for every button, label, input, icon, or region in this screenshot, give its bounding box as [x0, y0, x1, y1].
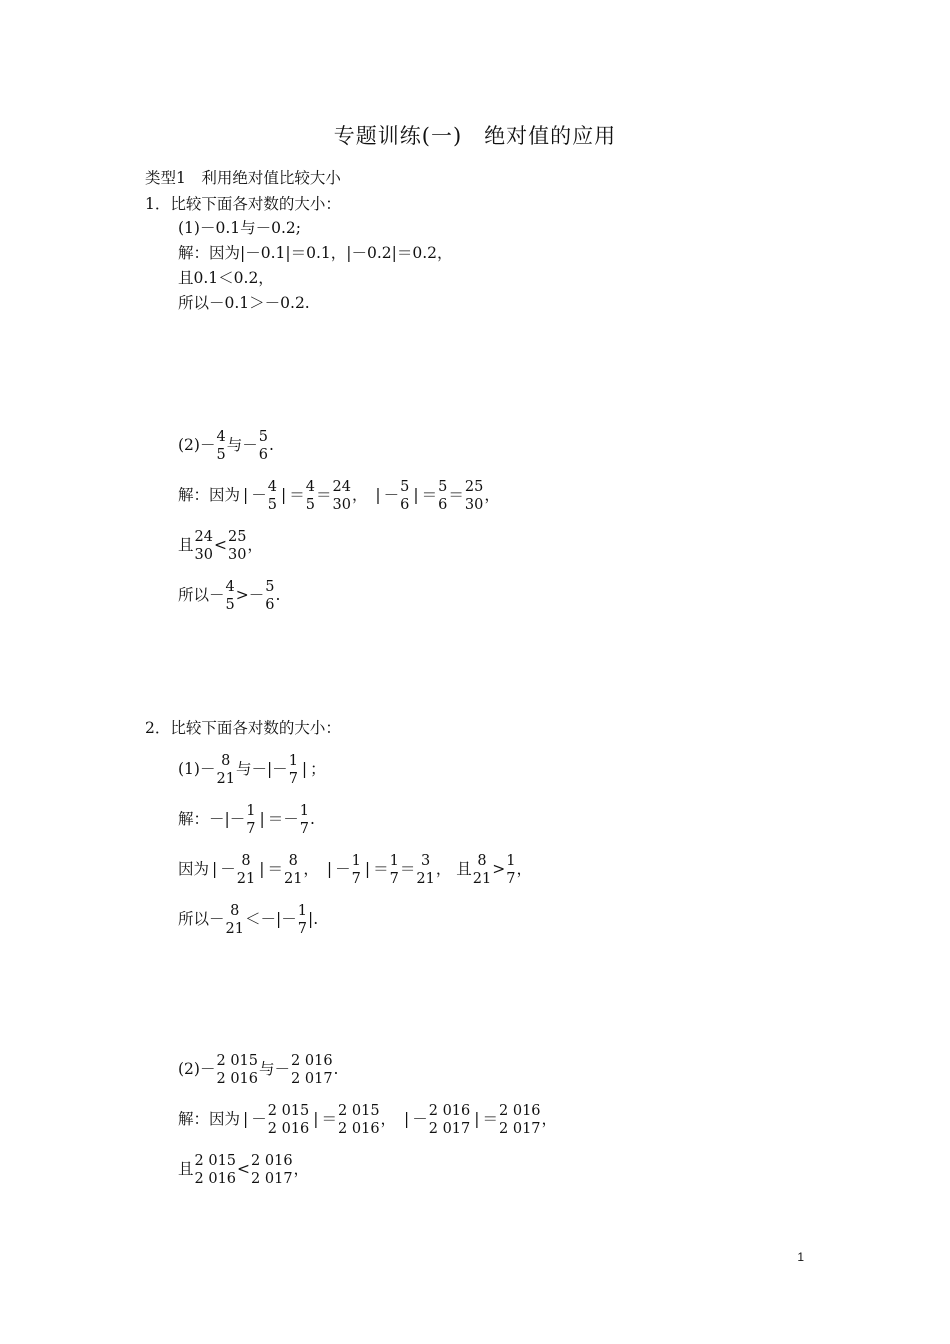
page-title: 专题训练(一) 绝对值的应用: [333, 124, 617, 148]
page-number: 1: [797, 1250, 804, 1264]
q2-part1-question: (1)－ 8 21 与－|－ 1 7 | ；: [178, 753, 326, 787]
q1-part1-solution-line2: 且0.1＜0.2，: [178, 269, 274, 287]
q1-part2-solution-line1: 解：因为 | － 4 5 | ＝ 4 5 ＝ 24 30 ， | － 5 6 | ＝ 5 6 ＝ 25 30 ，: [178, 479, 500, 513]
question-1-stem: 1．比较下面各对数的大小：: [145, 195, 341, 213]
q1-part1-question: (1)－0.1与－0.2;: [178, 219, 301, 237]
fraction: 5 6: [258, 429, 268, 463]
q2-part1-solution-line1: 解：－|－ 1 7 | ＝－ 1 7 .: [178, 803, 315, 837]
fraction: 4 5: [216, 429, 226, 463]
q2-part2-solution-line2: 且 2 015 2 016 < 2 016 2 017 ，: [178, 1153, 310, 1187]
q1-part2-question: (2)－ 4 5 与－ 5 6 .: [178, 429, 274, 463]
question-2-stem: 2．比较下面各对数的大小：: [145, 719, 341, 737]
q2-part1-solution-line3: 所以－ 8 21 ＜－|－ 1 7 |.: [178, 903, 319, 937]
section-heading: 类型1 利用绝对值比较大小: [145, 169, 341, 187]
q1-part1-solution-line1: 解：因为|－0.1|＝0.1，|－0.2|＝0.2，: [178, 244, 453, 262]
q2-part2-solution-line1: 解：因为 | － 2 015 2 016 | ＝ 2 015 2 016 ， | － 2 016 2 017 | ＝ 2 016 2 017 ，: [178, 1103, 558, 1137]
q1-part2-solution-line2: 且 24 30 < 25 30 ，: [178, 529, 263, 563]
q1-part2-solution-line3: 所以－ 4 5 >－ 5 6 .: [178, 579, 281, 613]
q2-part2-question: (2)－ 2 015 2 016 与－ 2 016 2 017 .: [178, 1053, 339, 1087]
q2-part1-solution-line2: 因为 | － 8 21 | ＝ 8 21 ， | － 1 7 | ＝ 1 7 ＝ 3 21 ， 且 8 21 > 1 7 ，: [178, 853, 532, 887]
q1-part1-solution-line3: 所以－0.1＞－0.2.: [178, 294, 310, 312]
